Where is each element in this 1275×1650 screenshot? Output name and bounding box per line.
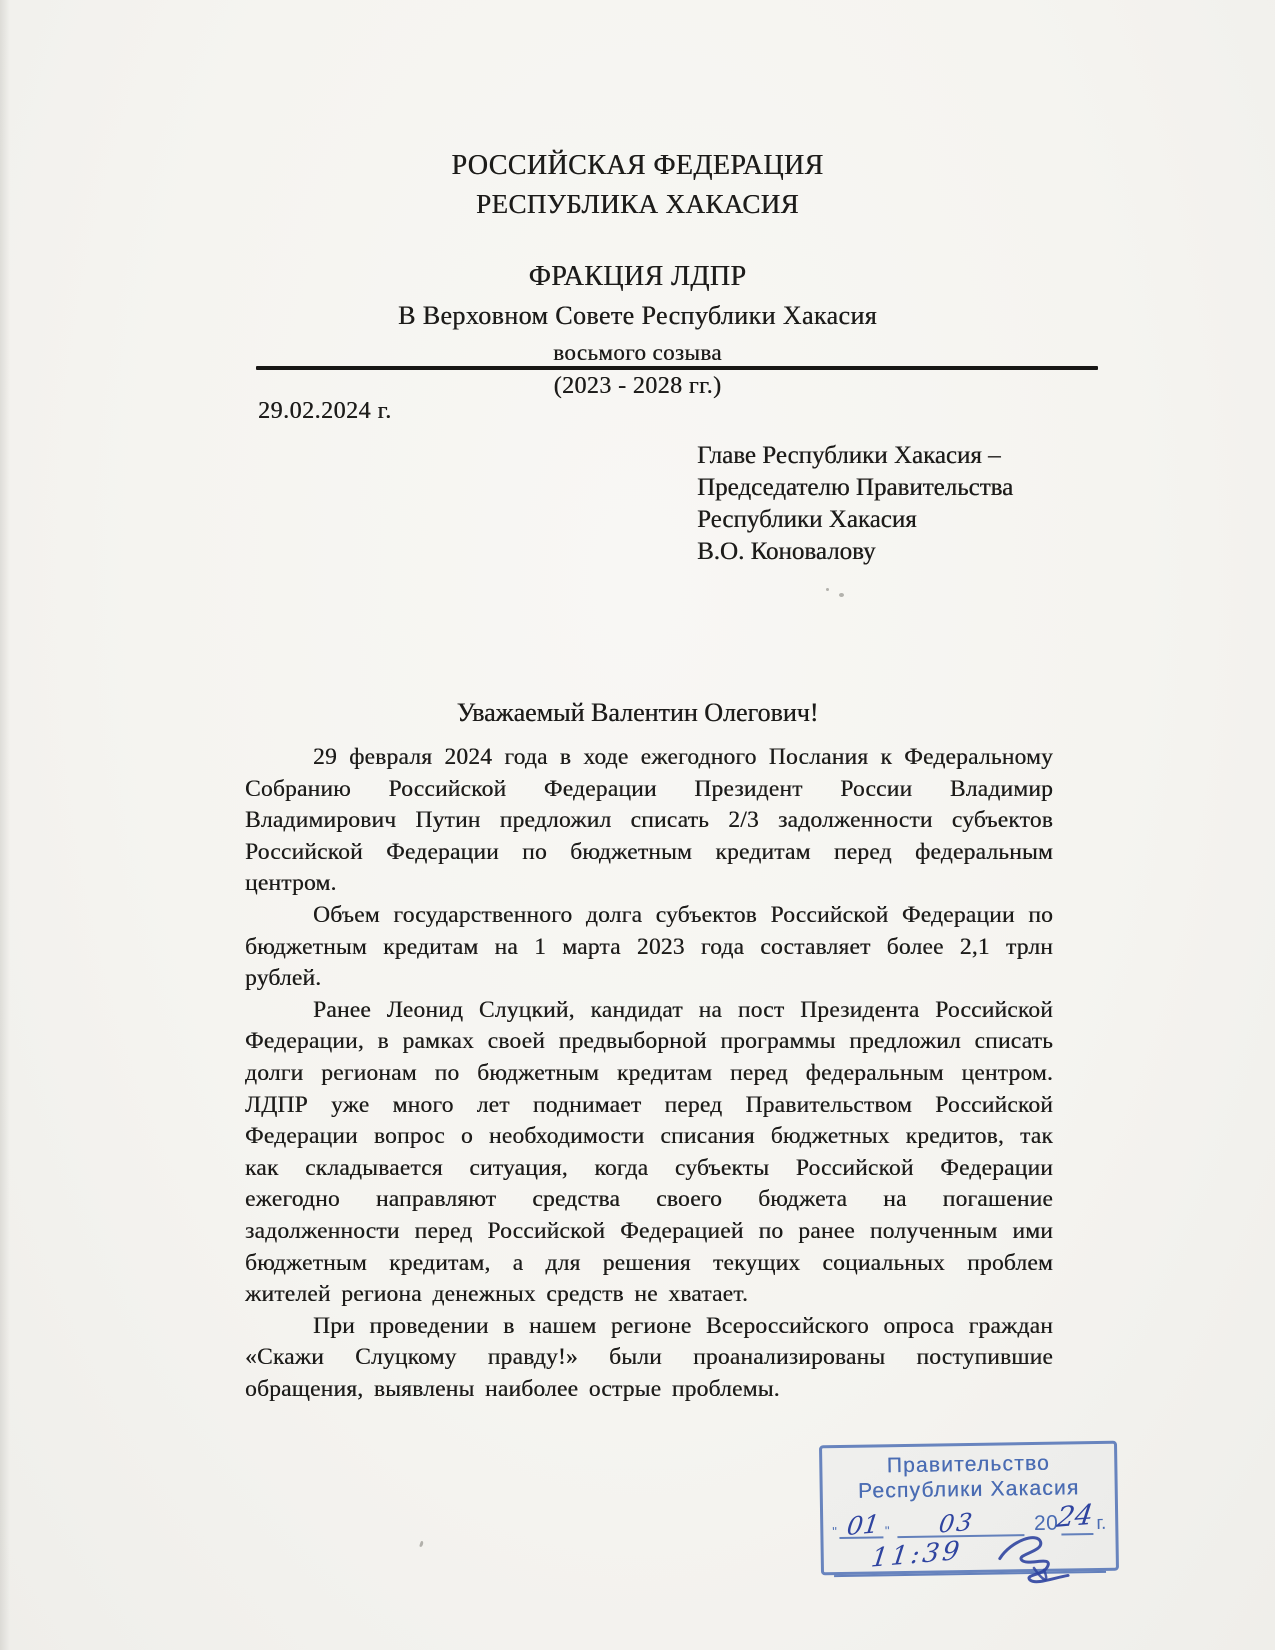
stamp-org-line1: Правительство	[886, 1451, 1051, 1478]
body-paragraph-4: При проведении в нашем регионе Всероссийского опроса граждан «Скажи Слуцкому правду!» были проанализированы поступившие обращения, выявлены наиболее острые проблемы.	[245, 1312, 1053, 1402]
stamp-year-prefix: 20	[1033, 1511, 1059, 1535]
handwritten-time: 11:39	[869, 1535, 965, 1574]
body-paragraph-3: Ранее Леонид Слуцкий, кандидат на пост Президента Российской Федерации, в рамках своей предвыборной программы предложил списать долги регионам по бюджетным кредитам перед федеральным центром. ЛДПР уже много лет поднимает перед Правительством Российской Федерации вопрос о необходимости списания бюджетных кредитов, так как складывается ситуация, когда субъекты Российской Федерации ежегодно направляют средства своего бюджета на погашение задолженности перед Российской Федерацией по ранее полученным ими бюджетным кредитам, а для решения текущих социальных проблем жителей региона денежных средств не хватает.	[245, 996, 1053, 1308]
signature-scribble	[993, 1527, 1078, 1586]
document-date: 29.02.2024 г.	[258, 398, 392, 424]
handwritten-month: 03	[937, 1507, 976, 1539]
body-paragraph-2: Объем государственного долга субъектов Российской Федерации по бюджетным кредитам на 1 марта 2023 года составляет более 2,1 трлн рублей.	[245, 901, 1053, 992]
recipient-line: Председателю Правительства	[697, 474, 1014, 501]
stamp-organization	[822, 1444, 1115, 1505]
stamp-org-line2: Республики Хакасия	[857, 1476, 1080, 1503]
recipient-block	[697, 440, 1013, 568]
letterhead-council: В Верховном Совете Республики Хакасия	[397, 301, 878, 330]
body-paragraph-1: 29 февраля 2024 года в ходе ежегодного Послания к Федеральному Собранию Российской Федерации Президент России Владимир Владимирович Путин предложил списать 2/3 задолженности субъектов Российской Федерации по бюджетным кредитам перед федеральным центром.	[245, 744, 1053, 897]
letter-body	[245, 742, 1053, 1405]
salutation: Уважаемый Валентин Олегович!	[456, 698, 819, 727]
letterhead-convocation: восьмого созыва	[553, 340, 722, 365]
scan-artifact-speck	[419, 1541, 424, 1548]
stamp-open-quote: "	[832, 1523, 838, 1539]
stamp-signature-row	[833, 1535, 1106, 1577]
letterhead-divider-rule	[256, 366, 1098, 370]
registration-stamp	[819, 1441, 1119, 1576]
recipient-line: Главе Республики Хакасия –	[697, 442, 1001, 469]
stamp-year-suffix: г.	[1096, 1512, 1107, 1534]
stamp-close-quote: "	[884, 1522, 890, 1538]
stamp-day-blank	[839, 1509, 883, 1542]
scan-artifact-dot	[826, 588, 829, 591]
scan-artifact-dot	[839, 593, 844, 597]
letterhead	[0, 150, 1275, 400]
letterhead-faction: ФРАКЦИЯ ЛДПР	[528, 261, 747, 292]
recipient-line: В.О. Коновалову	[697, 538, 876, 565]
letterhead-region: РЕСПУБЛИКА ХАКАСИЯ	[476, 189, 799, 219]
recipient-line: Республики Хакасия	[697, 506, 917, 533]
handwritten-day: 01	[844, 1509, 881, 1542]
handwritten-year: 24	[1054, 1497, 1096, 1534]
letterhead-country: РОССИЙСКАЯ ФЕДЕРАЦИЯ	[451, 150, 824, 181]
letterhead-years: (2023 - 2028 гг.)	[553, 373, 722, 399]
